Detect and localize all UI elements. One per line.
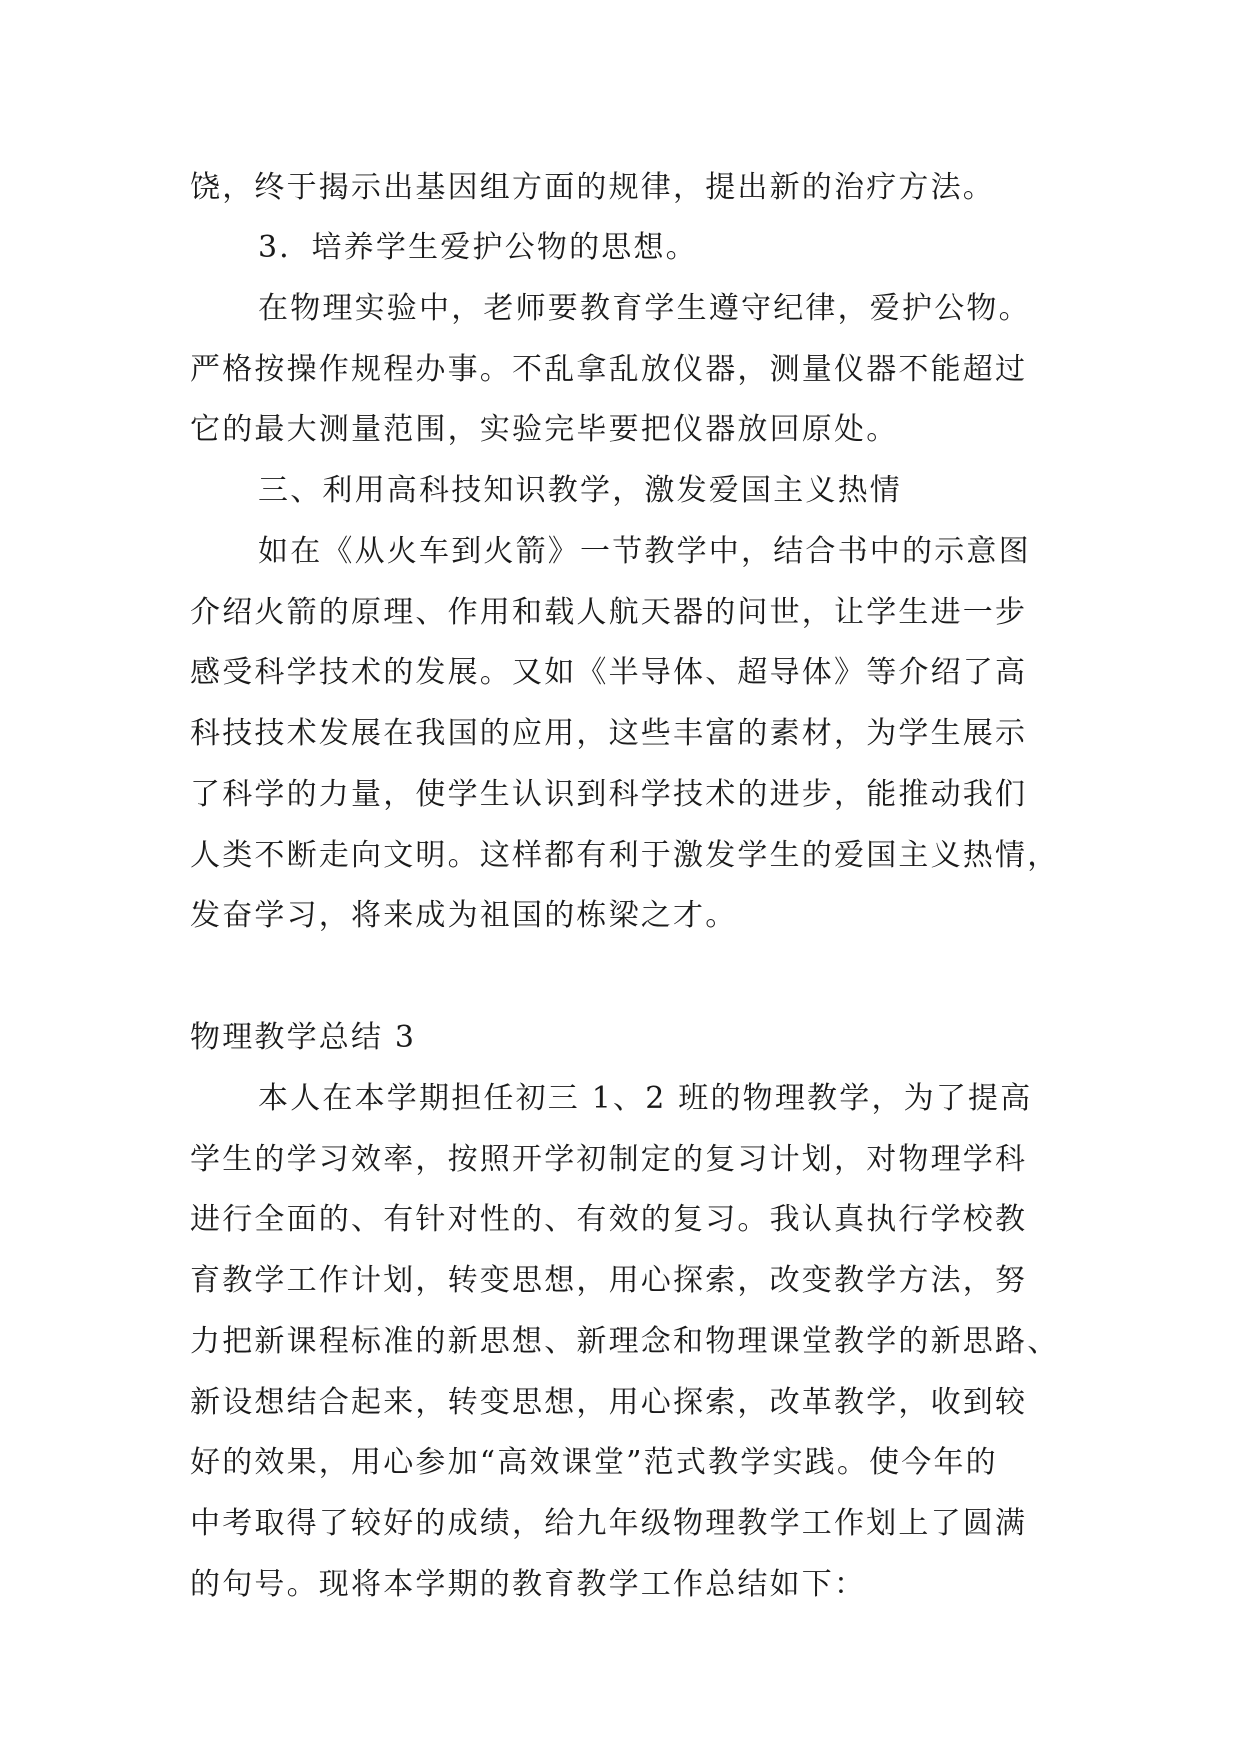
body-text-line: 进行全面的、有针对性的、有效的复习。我认真执行学校教 <box>190 1202 1028 1237</box>
body-text-line: 中考取得了较好的成绩，给九年级物理教学工作划上了圆满 <box>190 1506 1028 1541</box>
body-text-line: 它的最大测量范围，实验完毕要把仪器放回原处。 <box>190 412 899 447</box>
section-heading: 三、利用高科技知识教学，激发爱国主义热情 <box>258 473 902 508</box>
body-text-line: 力把新课程标准的新思想、新理念和物理课堂教学的新思路、 <box>190 1324 1060 1359</box>
body-text-line: 饶，终于揭示出基因组方面的规律，提出新的治疗方法。 <box>190 170 995 205</box>
numbered-heading: 3．培养学生爱护公物的思想。 <box>258 230 698 265</box>
body-text-line: 感受科学技术的发展。又如《半导体、超导体》等介绍了高 <box>190 655 1028 690</box>
body-text-line: 在物理实验中，老师要教育学生遵守纪律，爱护公物。 <box>258 291 1031 326</box>
body-text-line: 严格按操作规程办事。不乱拿乱放仪器，测量仪器不能超过 <box>190 352 1028 387</box>
document-title: 物理教学总结 3 <box>190 1020 417 1055</box>
body-text-line: 如在《从火车到火箭》一节教学中，结合书中的示意图 <box>258 534 1031 569</box>
body-text-line: 育教学工作计划，转变思想，用心探索，改变教学方法，努 <box>190 1263 1028 1298</box>
body-text-line: 发奋学习，将来成为祖国的栋梁之才。 <box>190 898 738 933</box>
body-text-line: 人类不断走向文明。这样都有利于激发学生的爱国主义热情， <box>190 838 1060 873</box>
body-text-line: 学生的学习效率，按照开学初制定的复习计划，对物理学科 <box>190 1142 1028 1177</box>
body-text-line: 的句号。现将本学期的教育教学工作总结如下： <box>190 1567 867 1602</box>
body-text-line: 本人在本学期担任初三 1、2 班的物理教学，为了提高 <box>258 1081 1033 1116</box>
body-text-line: 好的效果，用心参加“高效课堂”范式教学实践。使今年的 <box>190 1445 998 1480</box>
body-text-line: 介绍火箭的原理、作用和载人航天器的问世，让学生进一步 <box>190 595 1028 630</box>
body-text-line: 新设想结合起来，转变思想，用心探索，改革教学，收到较 <box>190 1385 1028 1420</box>
body-text-line: 了科学的力量，使学生认识到科学技术的进步，能推动我们 <box>190 777 1028 812</box>
body-text-line: 科技技术发展在我国的应用，这些丰富的素材，为学生展示 <box>190 716 1028 751</box>
